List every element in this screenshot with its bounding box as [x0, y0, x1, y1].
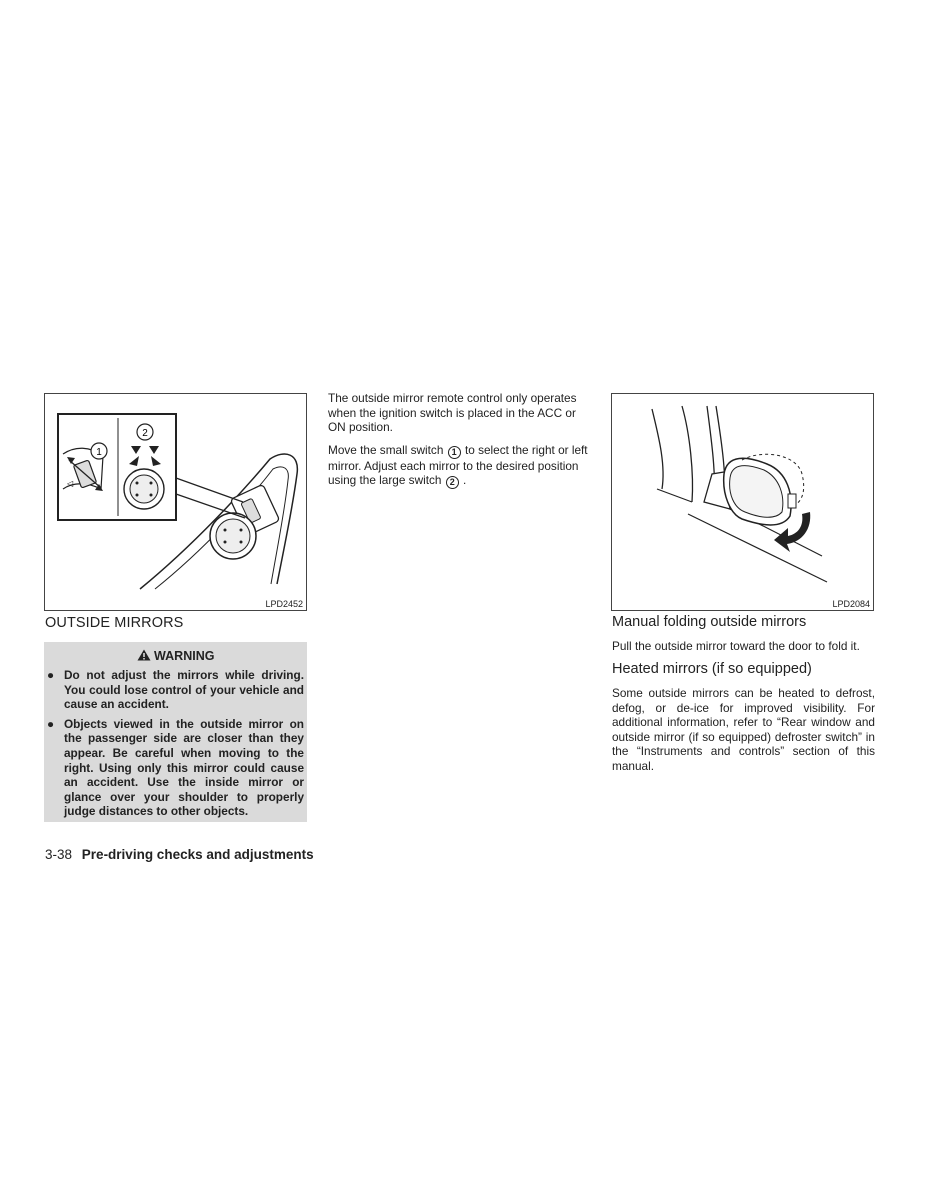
warning-item-text: Objects viewed in the outside mirror on the passenger side are closer than they appear. Be careful when moving to the right. Using only this mirror could cause an accident. Use the inside mirror or glance over your shoulder to properly judge distances to other objects. — [64, 716, 304, 819]
warning-title: WARNING — [154, 649, 215, 663]
page-footer — [45, 847, 314, 862]
folding-paragraph: Pull the outside mirror toward the door to fold it. — [612, 639, 860, 653]
switch-instructions-paragraph — [328, 443, 591, 490]
switch-text-c: . — [463, 473, 467, 488]
heated-heading: Heated mirrors (if so equipped) — [612, 661, 812, 677]
middle-column — [328, 391, 591, 489]
heated-paragraph: Some outside mirrors can be heated to defrost, defog, or de-ice for improved visibility. For additional information, refer to “Rear window and outside mirror (if so equipped) defroster switch” in the “Instruments and controls” section of this manual. — [612, 686, 875, 773]
warning-header — [44, 642, 307, 664]
mirror-switch-figure — [44, 393, 307, 611]
footer-section-title: Pre-driving checks and adjustments — [81, 847, 314, 862]
warning-box — [44, 642, 307, 822]
svg-text:◁: ◁ — [67, 479, 74, 488]
bullet-icon: ● — [47, 716, 55, 731]
figure-code-right: LPD2084 — [832, 599, 870, 609]
warning-triangle-icon — [137, 649, 151, 661]
callout-circle-1: 1 — [448, 446, 461, 459]
bullet-icon: ● — [47, 668, 55, 682]
warning-item — [46, 717, 304, 819]
warning-item — [46, 668, 304, 712]
warning-list — [44, 664, 307, 819]
figure-code-left: LPD2452 — [265, 599, 303, 609]
callout-circle-2: 2 — [446, 476, 459, 489]
folding-mirror-illustration — [612, 394, 873, 594]
remote-control-paragraph: The outside mirror remote control only operates when the ignition switch is placed in the ACC or ON position. — [328, 391, 577, 435]
switch-text-a: Move the small switch — [328, 442, 444, 457]
mirror-switch-illustration — [45, 394, 306, 594]
switch-text-b: to select the right or left mirror. Adjust each mirror to the desired position using the large switch — [328, 442, 588, 488]
callout-1-label: 1 — [96, 447, 102, 458]
page-number: 3-38 — [45, 847, 73, 862]
warning-item-text: Do not adjust the mirrors while driving. You could lose control of your vehicle and cause an accident. — [64, 668, 304, 712]
section-heading: OUTSIDE MIRRORS — [45, 615, 184, 631]
callout-2-label: 2 — [142, 428, 148, 439]
folding-heading: Manual folding outside mirrors — [612, 614, 807, 630]
folding-mirror-figure — [611, 393, 874, 611]
